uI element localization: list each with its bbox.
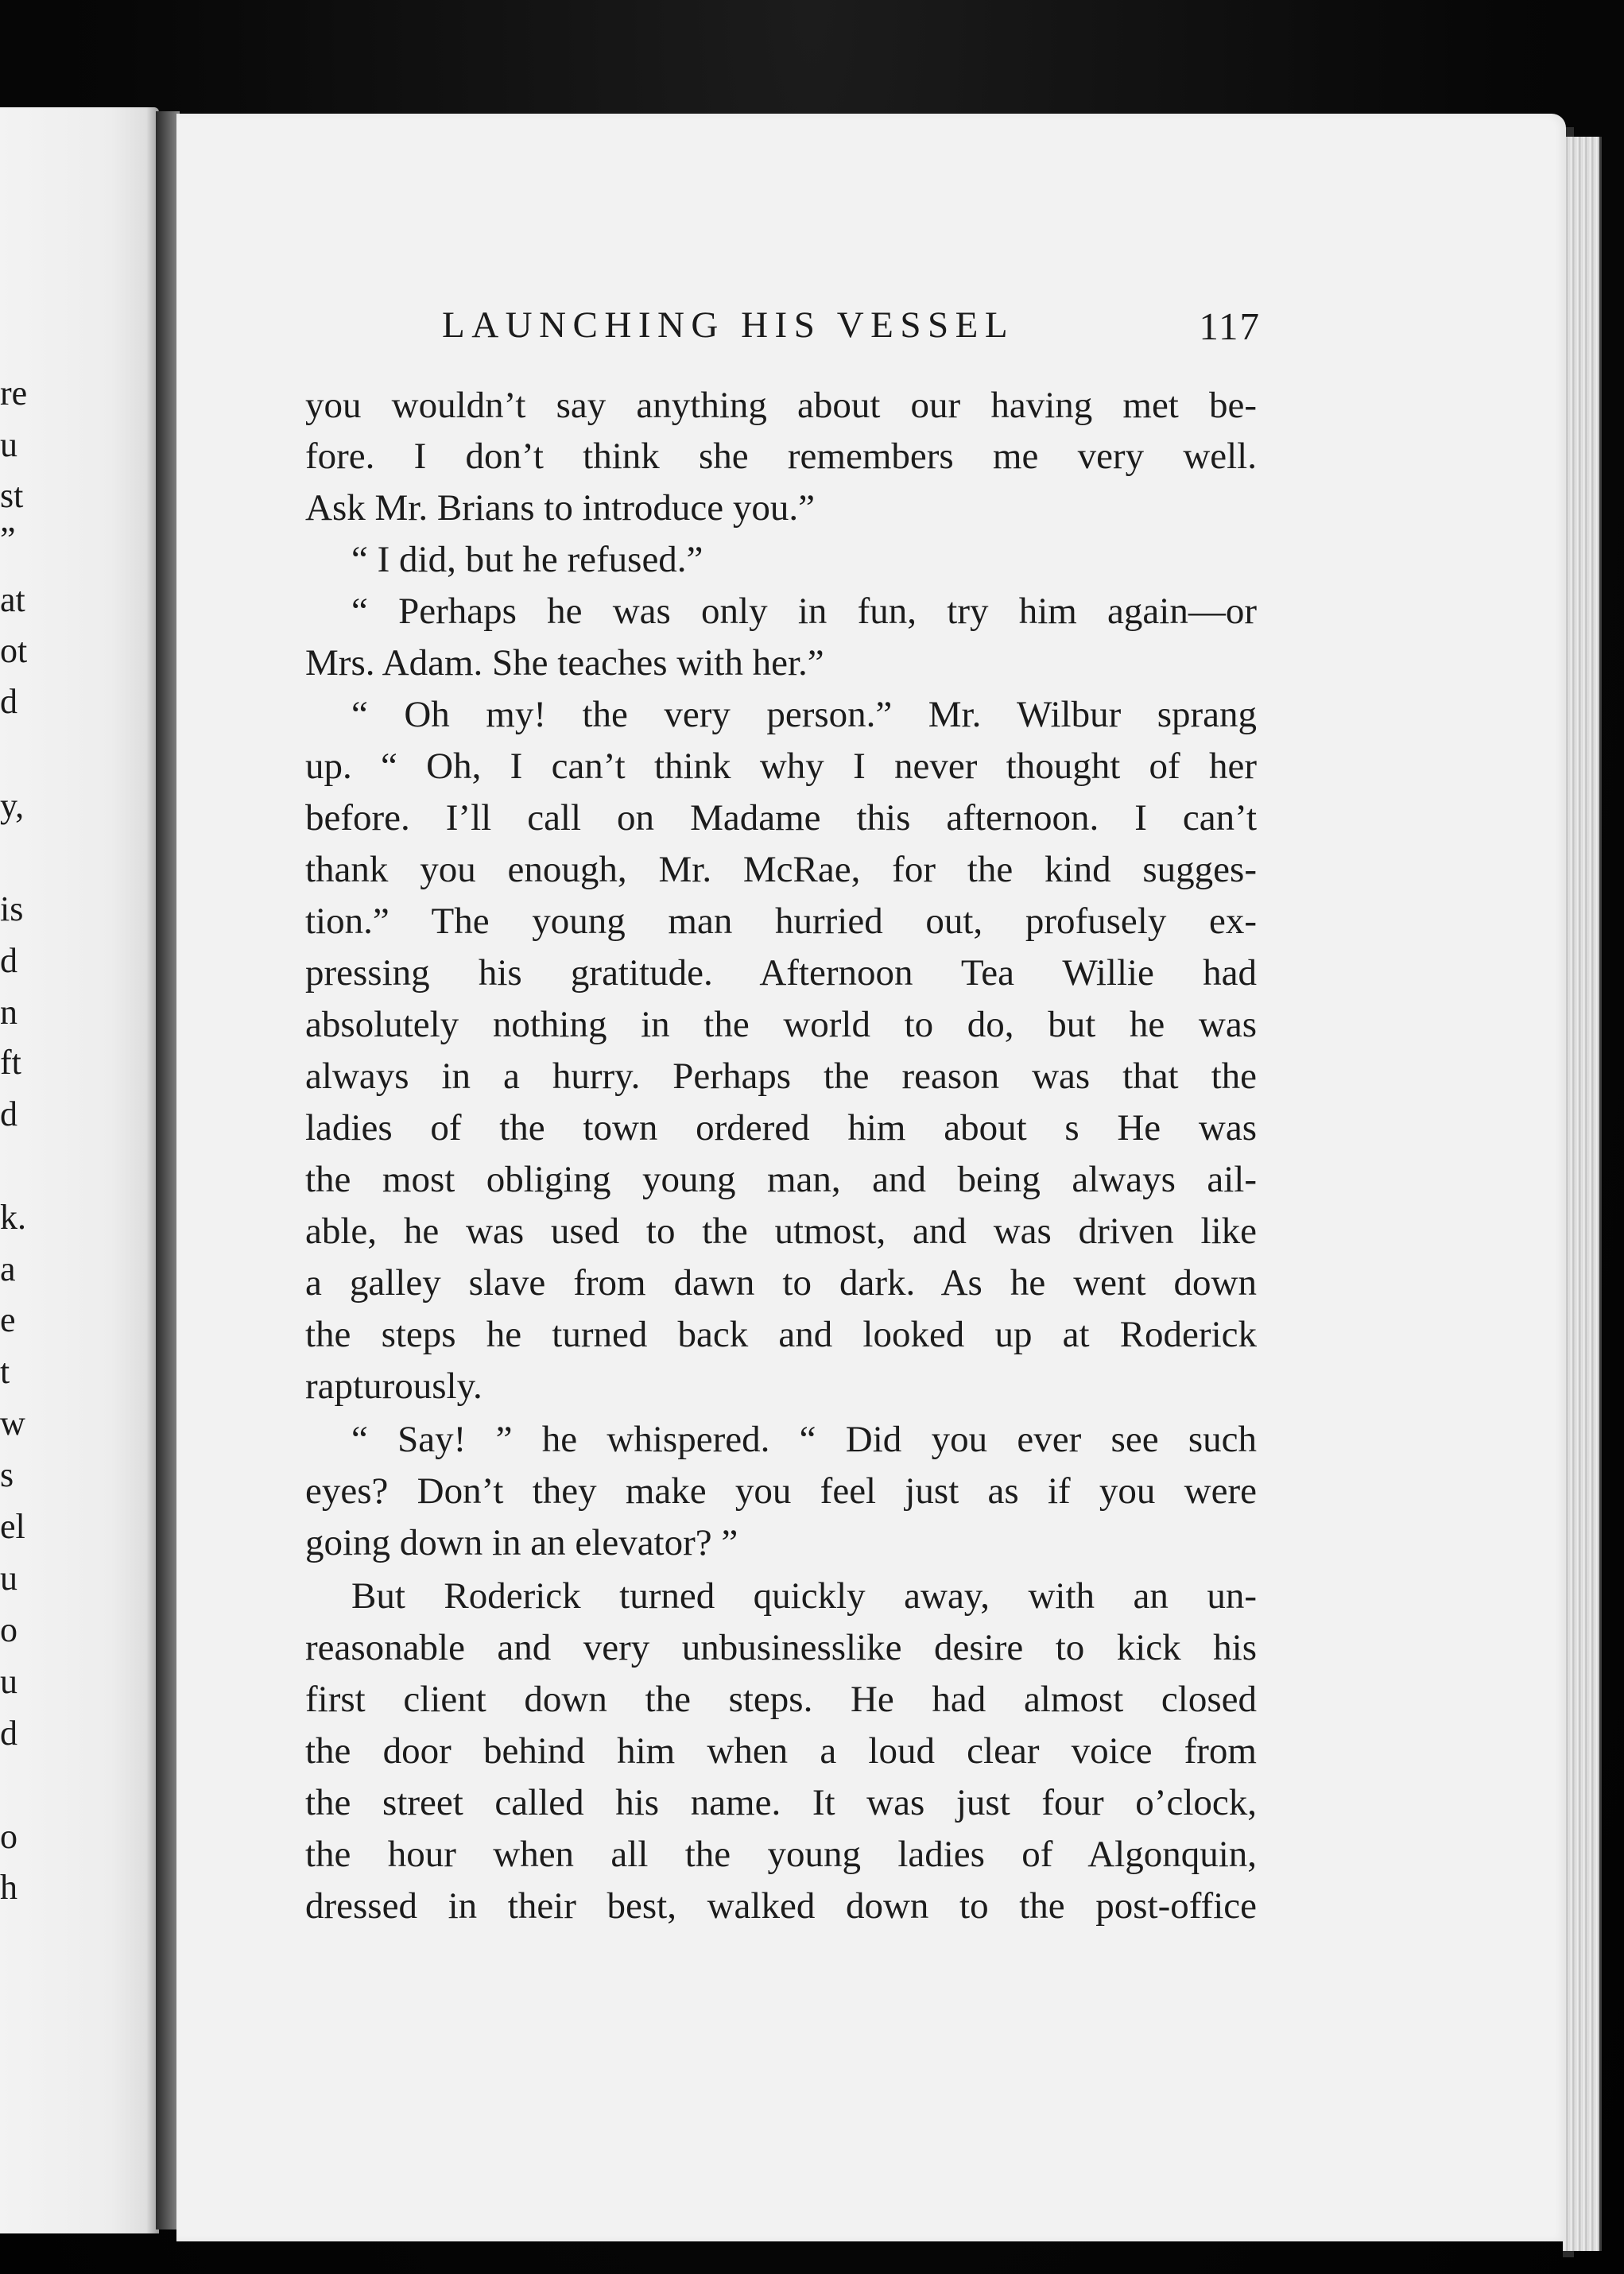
left-edge-fragment: at <box>0 580 25 619</box>
text-line: “ Say! ” he whispered. “ Did you ever see such <box>351 1419 1257 1460</box>
text-line: the most obliging young man, and being always ail- <box>305 1159 1257 1200</box>
left-edge-fragment: u <box>0 425 17 464</box>
text-line: going down in an elevator? ” <box>305 1522 738 1563</box>
text-line: dressed in their best, walked down to the post-office <box>305 1885 1257 1927</box>
left-edge-fragment: s <box>0 1455 14 1494</box>
text-line: the street called his name. It was just four o’clock, <box>305 1782 1257 1823</box>
text-line: the steps he turned back and looked up at Roderick <box>305 1314 1257 1355</box>
text-line: rapturously. <box>305 1366 483 1407</box>
text-line: you wouldn’t say anything about our having met be- <box>305 385 1257 426</box>
left-edge-fragment: d <box>0 1714 17 1753</box>
left-edge-fragment: d <box>0 1094 17 1133</box>
left-edge-fragment: h <box>0 1868 17 1907</box>
text-line: Ask Mr. Brians to introduce you.” <box>305 487 815 529</box>
left-edge-fragment: re <box>0 374 28 413</box>
text-line: eyes? Don’t they make you feel just as if you were <box>305 1470 1257 1512</box>
text-line: tion.” The young man hurried out, profusely ex- <box>305 901 1257 942</box>
text-line: thank you enough, Mr. McRae, for the kind sugges- <box>305 849 1257 890</box>
left-edge-fragment: u <box>0 1559 17 1598</box>
left-edge-fragment: st <box>0 476 24 515</box>
left-page <box>0 107 159 2233</box>
text-line: ladies of the town ordered him about s He was <box>305 1107 1257 1149</box>
text-line: But Roderick turned quickly away, with an un- <box>351 1575 1257 1617</box>
text-line: a galley slave from dawn to dark. As he went down <box>305 1262 1257 1304</box>
left-edge-fragment: t <box>0 1352 10 1391</box>
text-line: able, he was used to the utmost, and was driven like <box>305 1211 1257 1252</box>
text-line: the hour when all the young ladies of Algonquin, <box>305 1834 1257 1875</box>
text-line: first client down the steps. He had almost closed <box>305 1679 1257 1720</box>
text-line: fore. I don’t think she remembers me very well. <box>305 436 1257 477</box>
left-edge-fragment: is <box>0 889 24 928</box>
left-edge-fragment: ” <box>0 520 16 559</box>
left-edge-fragment: o <box>0 1610 17 1649</box>
left-edge-fragment: a <box>0 1249 16 1288</box>
text-line: absolutely nothing in the world to do, but he was <box>305 1004 1257 1045</box>
running-header <box>442 304 1261 359</box>
text-line: before. I’ll call on Madame this afternoon. I can’t <box>305 797 1257 839</box>
text-line: pressing his gratitude. Afternoon Tea Willie had <box>305 952 1257 994</box>
text-line: up. “ Oh, I can’t think why I never thought of her <box>305 746 1257 787</box>
left-edge-fragment: ot <box>0 631 28 670</box>
left-edge-fragment: w <box>0 1404 25 1443</box>
text-line: “ Oh my! the very person.” Mr. Wilbur sprang <box>351 694 1257 735</box>
page-stack-edge <box>1563 137 1602 2251</box>
left-edge-fragment: y, <box>0 786 25 825</box>
left-edge-fragment: n <box>0 993 17 1032</box>
left-edge-fragment: e <box>0 1300 16 1339</box>
text-line: always in a hurry. Perhaps the reason was that the <box>305 1056 1257 1097</box>
text-line: reasonable and very unbusinesslike desire to kick his <box>305 1627 1257 1668</box>
text-line: Mrs. Adam. She teaches with her.” <box>305 642 824 684</box>
left-edge-fragment: o <box>0 1817 17 1856</box>
left-page-edge-text <box>0 107 48 2233</box>
page-number: 117 <box>1199 304 1261 348</box>
left-edge-fragment: u <box>0 1662 17 1701</box>
running-title: LAUNCHING HIS VESSEL <box>442 304 1015 346</box>
left-edge-fragment: d <box>0 682 17 721</box>
text-line: “ I did, but he refused.” <box>351 539 703 580</box>
left-edge-fragment: d <box>0 941 17 980</box>
left-edge-fragment: ft <box>0 1043 21 1082</box>
text-line: “ Perhaps he was only in fun, try him again—or <box>351 591 1257 632</box>
left-edge-fragment: el <box>0 1507 25 1546</box>
text-line: the door behind him when a loud clear voice from <box>305 1730 1257 1772</box>
left-edge-fragment: k. <box>0 1198 26 1237</box>
